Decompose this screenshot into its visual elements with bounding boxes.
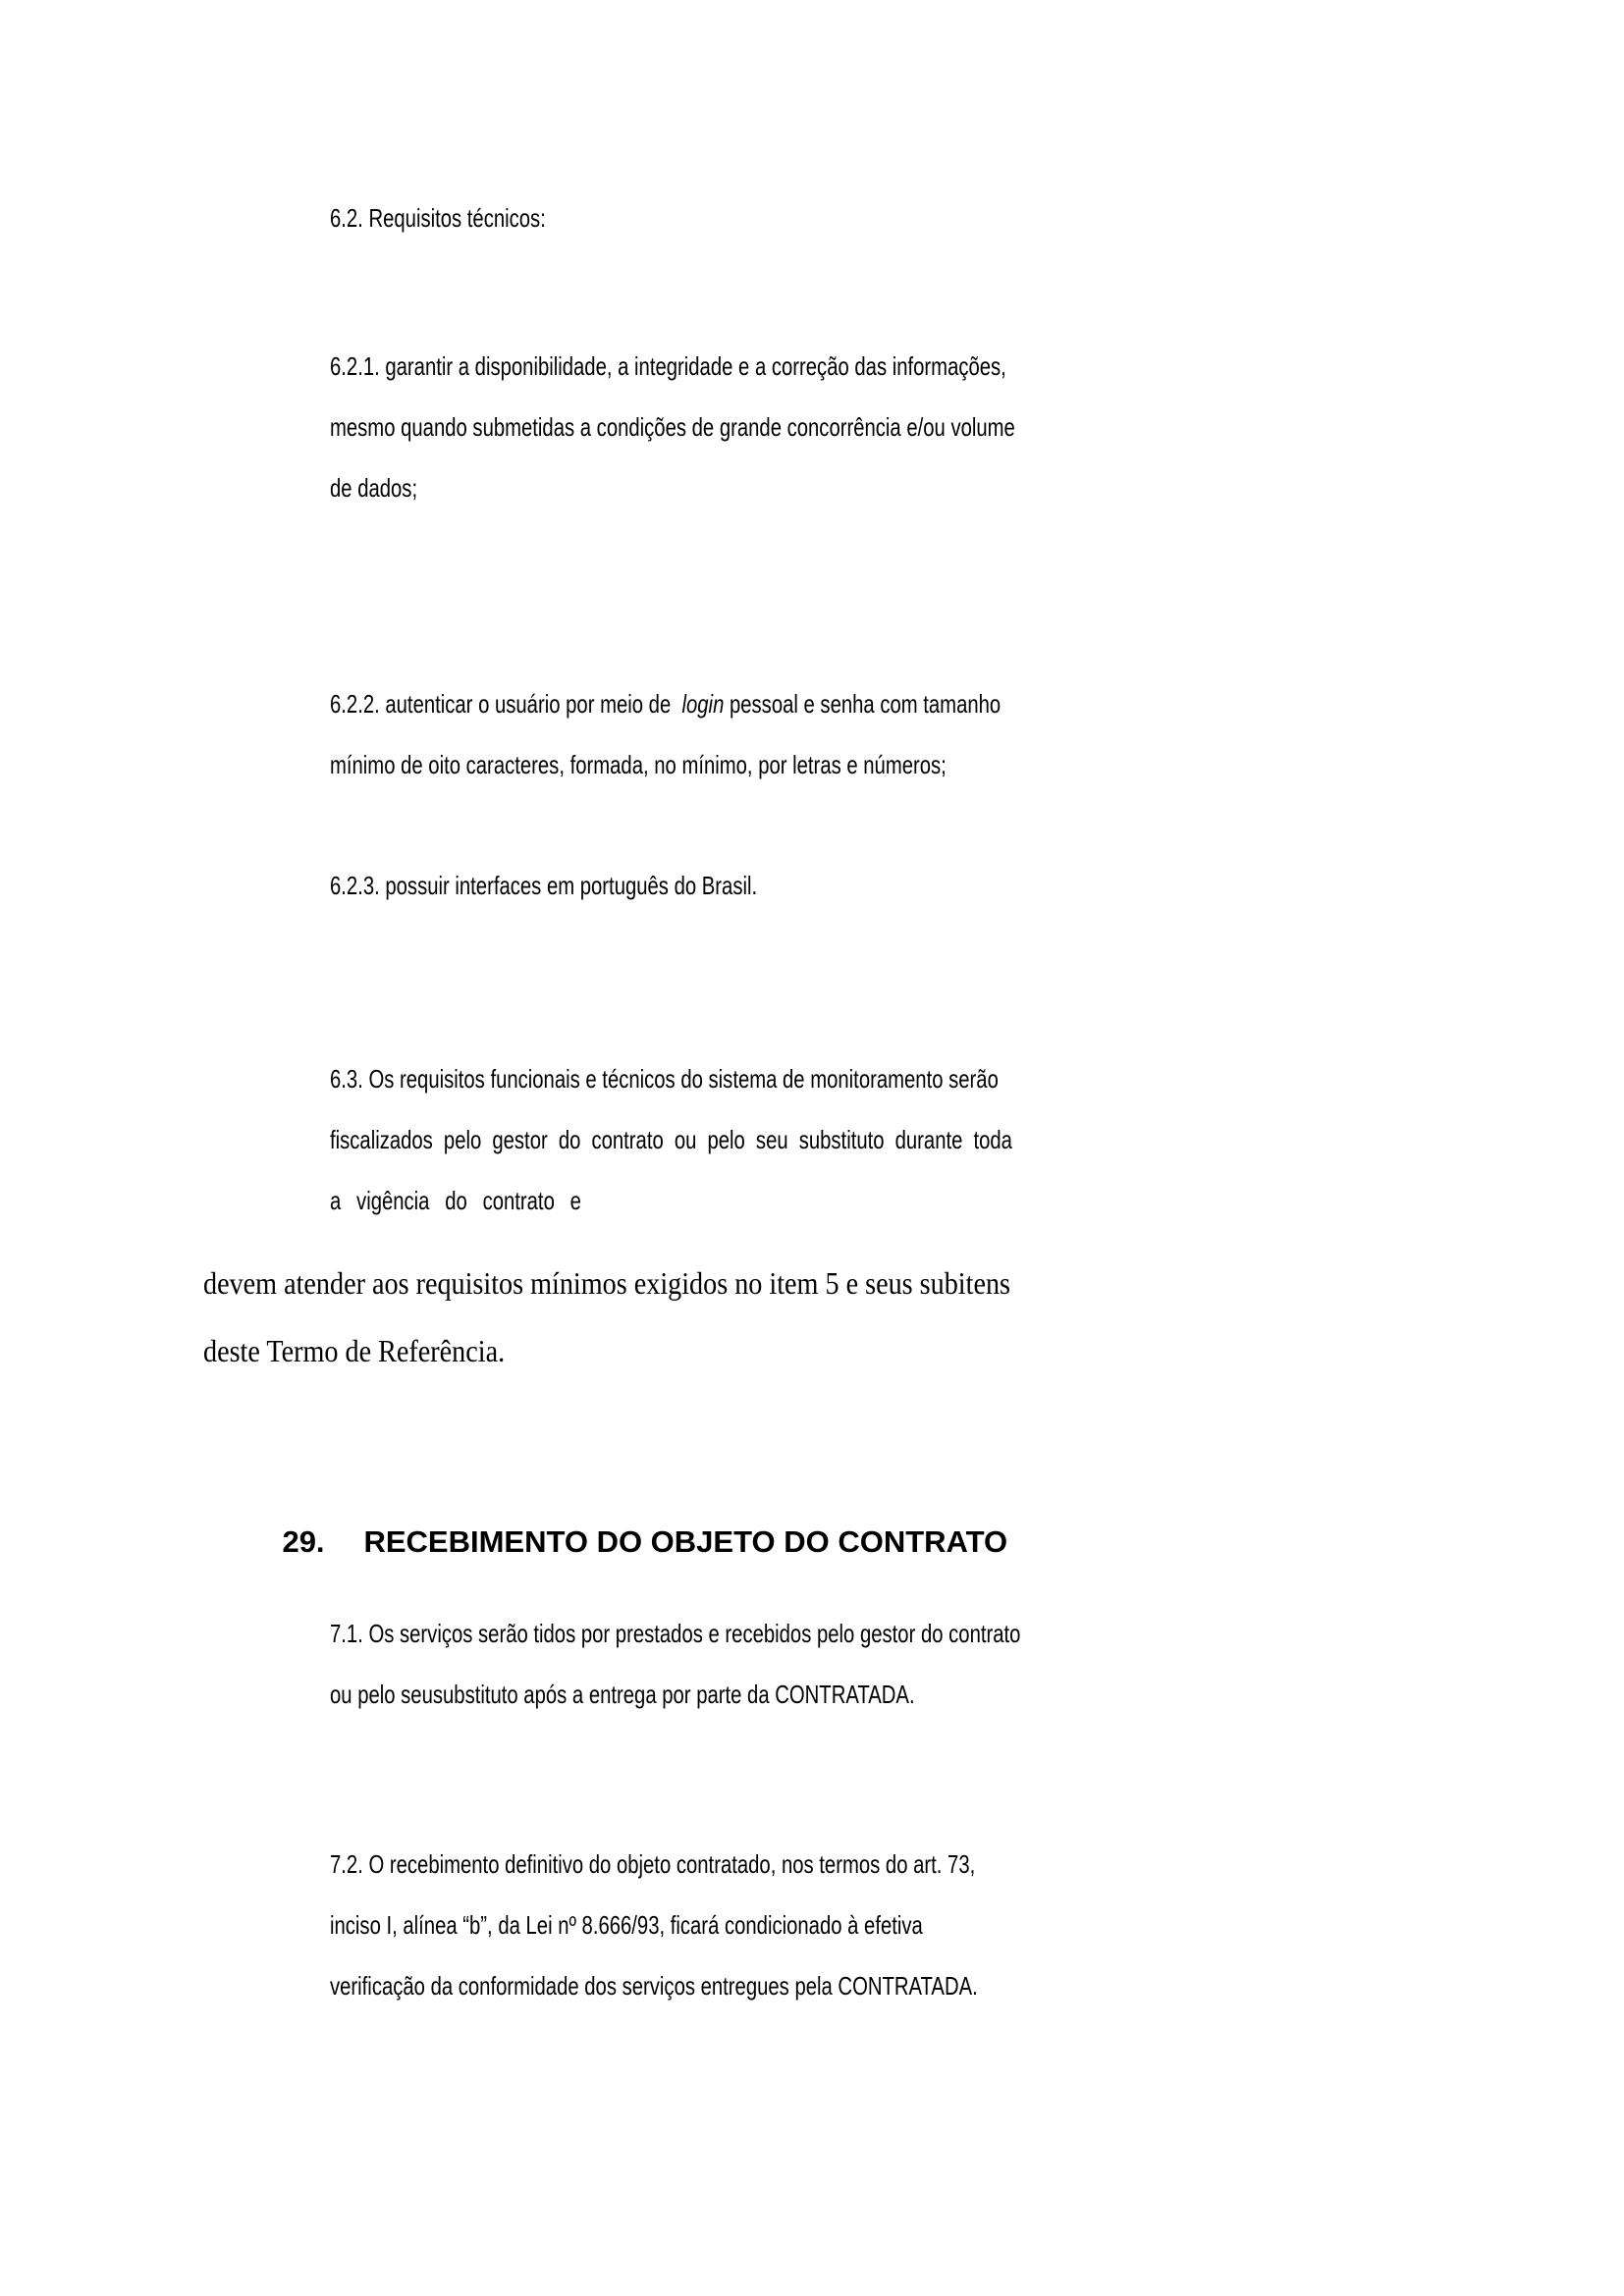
text-line: 6.2.1. garantir a disponibilidade, a integridade e a correção das informações, [330,351,1006,381]
text-line: inciso I, alínea “b”, da Lei nº 8.666/93, ficará condicionado à efetiva [330,1910,923,1940]
clause-7-2 [330,1834,978,2016]
clause-7-1 [330,1603,1020,1725]
text-line: de dados; [330,473,418,503]
serif-continuation-paragraph [203,1250,1010,1385]
text-line: 6.2. Requisitos técnicos: [330,203,546,233]
clause-6-3 [330,1048,1012,1231]
section-title: RECEBIMENTO DO OBJETO DO CONTRATO [363,1524,1008,1559]
text-line: 6.3. Os requisitos funcionais e técnicos do sistema de monitoramento serão [330,1064,999,1094]
text-line: deste Termo de Referência. [203,1333,506,1368]
text-line: 6.2.3. possuir interfaces em português do Brasil. [330,871,758,900]
text-line: fiscalizados pelo gestor do contrato ou pelo seu substituto durante toda [330,1125,1012,1154]
clause-6-2 [330,187,546,248]
text-line: a vigência do contrato e [330,1186,581,1215]
clause-6-2-2-text: pessoal e senha com tamanho [724,689,1001,719]
clause-6-2-2-text: 6.2.2. autenticar o usuário por meio de [330,689,682,719]
text-line: 7.1. Os serviços serão tidos por prestados e recebidos pelo gestor do contrato [330,1619,1021,1648]
clause-6-2-3 [330,855,757,916]
section-number: 29. [282,1524,325,1559]
text-line: 7.2. O recebimento definitivo do objeto contratado, nos termos do art. 73, [330,1849,976,1879]
text-line: mesmo quando submetidas a condições de grande concorrência e/ou volume [330,412,1015,442]
text-line: mínimo de oito caracteres, formada, no mínimo, por letras e números; [330,750,947,779]
clause-6-2-1 [330,336,1015,518]
section-heading-29 [248,1477,1007,1607]
text-line: devem atender aos requisitos mínimos exigidos no item 5 e seus subitens [203,1265,1010,1301]
text-line: ou pelo seusubstituto após a entrega por parte da CONTRATADA. [330,1680,915,1709]
text-line [330,673,1001,734]
login-italic-term: login [681,689,725,719]
text-line: verificação da conformidade dos serviços entregues pela CONTRATADA. [330,1971,978,2001]
clause-6-2-2 [330,673,1001,795]
